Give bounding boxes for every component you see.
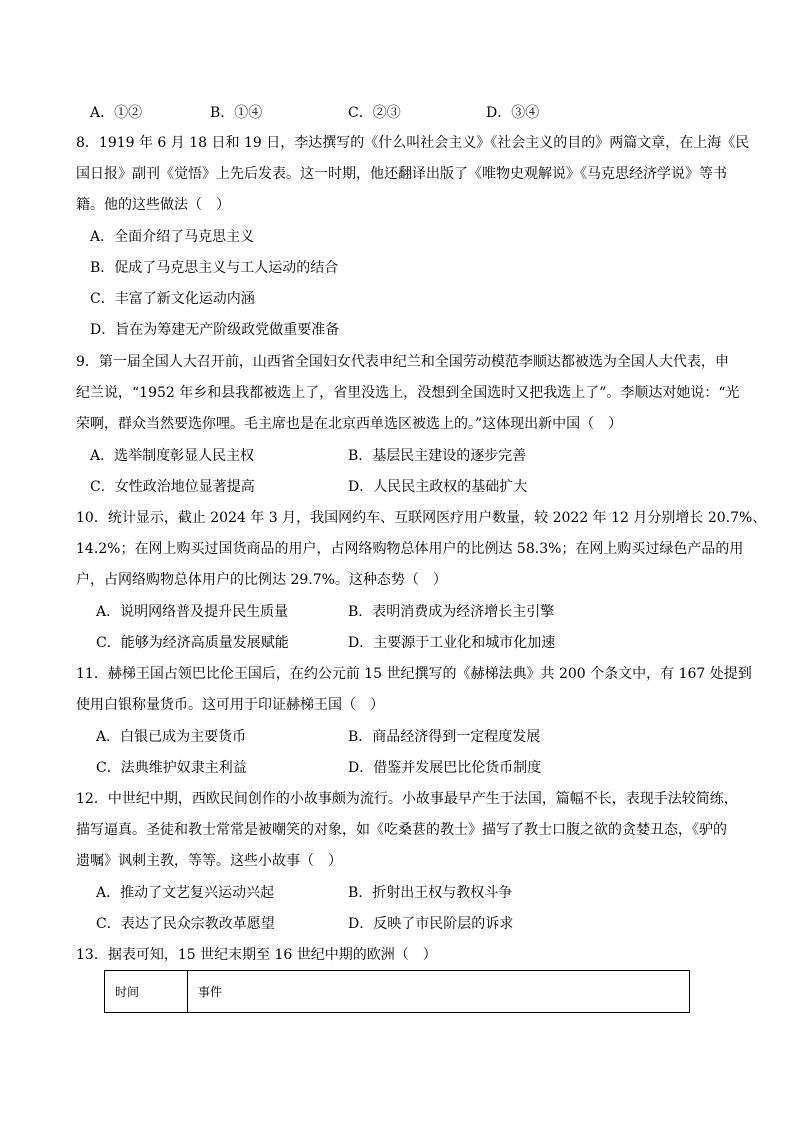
q9-option-d: D．人民民主政权的基础扩大	[348, 479, 528, 495]
q11-stem-line: 11．赫梯王国占领巴比伦王国后，在约公元前 15 世纪撰写的《赫梯法典》共 200 个条文中，有 167 处提到	[76, 666, 752, 682]
q13-stem-line: 13．据表可知，15 世纪末期至 16 世纪中期的欧洲（ ）	[76, 947, 437, 963]
q8-stem-line: 国日报》副刊《觉悟》上先后发表。这一时期，他还翻译出版了《唯物史观解说》《马克思经济学说》等书	[76, 166, 727, 182]
q8-option-text: C．丰富了新文化运动内涵	[90, 291, 255, 307]
q9-stem-line: 9．第一届全国人大召开前，山西省全国妇女代表申纪兰和全国劳动模范李顺达都被选为全国人大代表，申	[76, 354, 729, 370]
q11-option-b: B．商品经济得到一定程度发展	[348, 729, 541, 745]
q10-options-row-1	[90, 602, 730, 622]
q11-options-row-2	[90, 758, 730, 778]
q10-option-a: A．说明网络普及提升民生质量	[96, 604, 289, 620]
q8-option-a	[90, 227, 730, 247]
q7-option-c: C．②③	[348, 105, 401, 121]
q9-stem-line: 荣啊，群众当然要选你哩。毛主席也是在北京西单选区被选上的。”这体现出新中国（ ）	[76, 416, 623, 432]
q10-option-b: B．表明消费成为经济增长主引擎	[348, 604, 555, 620]
q8-stem-line: 籍。他的这些做法（ ）	[76, 197, 230, 213]
q9-options-row-1	[90, 446, 730, 466]
q10-option-c: C．能够为经济高质量发展赋能	[96, 635, 289, 651]
q9-option-b: B．基层民主建设的逐步完善	[348, 448, 527, 464]
q12-options-row-2	[90, 914, 730, 934]
q9-options-row-2	[90, 477, 730, 497]
q11-option-d: D．借鉴并发展巴比伦货币制度	[348, 760, 542, 776]
q12-stem-line: 12．中世纪中期，西欧民间创作的小故事颇为流行。小故事最早产生于法国，篇幅不长，表现手法较简练，	[76, 791, 738, 807]
q10-stem-line: 14.2%；在网上购买过国货商品的用户，占网络购物总体用户的比例达 58.3%；在网上购买过绿色产品的用	[76, 541, 744, 557]
q8-option-text: D．旨在为筹建无产阶级政党做重要准备	[90, 322, 340, 338]
q10-options-row-2	[90, 633, 730, 653]
q8-option-b	[90, 258, 730, 278]
q11-option-c: C．法典维护奴隶主利益	[96, 760, 247, 776]
q12-stem-line: 遗嘱》讽刺主教，等等。这些小故事（ ）	[76, 853, 342, 869]
q8-stem-line: 8．1919 年 6 月 18 日和 19 日，李达撰写的《什么叫社会主义》《社会主义的目的》两篇文章，在上海《民	[76, 135, 750, 151]
table-header-row	[105, 971, 690, 1013]
q11-options-row-1	[90, 727, 730, 747]
q7-option-d: D．③④	[486, 105, 540, 121]
q10-option-d: D．主要源于工业化和城市化加速	[348, 635, 556, 651]
table-header-time: 时间	[105, 971, 188, 1013]
q12-options-row-1	[90, 883, 730, 903]
q8-option-d	[90, 320, 730, 340]
q12-option-a: A．推动了文艺复兴运动兴起	[96, 885, 275, 901]
q8-option-c	[90, 289, 730, 309]
q7-option-b: B．①④	[210, 105, 263, 121]
table-header-event: 事件	[188, 971, 690, 1013]
q12-option-c: C．表达了民众宗教改革愿望	[96, 916, 275, 932]
q10-stem-line: 户，占网络购物总体用户的比例达 29.7%。这种态势（ ）	[76, 572, 447, 588]
q12-option-d: D．反映了市民阶层的诉求	[348, 916, 514, 932]
q8-option-text: A．全面介绍了马克思主义	[90, 229, 255, 245]
q8-option-text: B．促成了马克思主义与工人运动的结合	[90, 260, 339, 276]
q9-option-a: A．选举制度彰显人民主权	[90, 448, 255, 464]
events-table	[104, 970, 690, 1013]
q7-options	[90, 103, 730, 123]
q9-option-c: C．女性政治地位显著提高	[90, 479, 255, 495]
q12-option-b: B．折射出王权与教权斗争	[348, 885, 513, 901]
q9-stem-line: 纪兰说，“1952 年乡和县我都被选上了，省里没选上，没想到全国选时又把我选上了”。李顺达对她说：“光	[76, 385, 740, 401]
q11-option-a: A．白银已成为主要货币	[96, 729, 247, 745]
q12-stem-line: 描写逼真。圣徒和教士常常是被嘲笑的对象，如《吃桑葚的教士》描写了教士口腹之欲的贪婪丑态，《驴的	[76, 822, 727, 838]
q10-stem-line: 10．统计显示，截止 2024 年 3 月，我国网约车、互联网医疗用户数量，较 2022 年 12 月分别增长 20.7%、	[76, 510, 767, 526]
q11-stem-line: 使用白银称量货币。这可用于印证赫梯王国（ ）	[76, 697, 384, 713]
q7-option-a: A．①②	[90, 105, 143, 121]
